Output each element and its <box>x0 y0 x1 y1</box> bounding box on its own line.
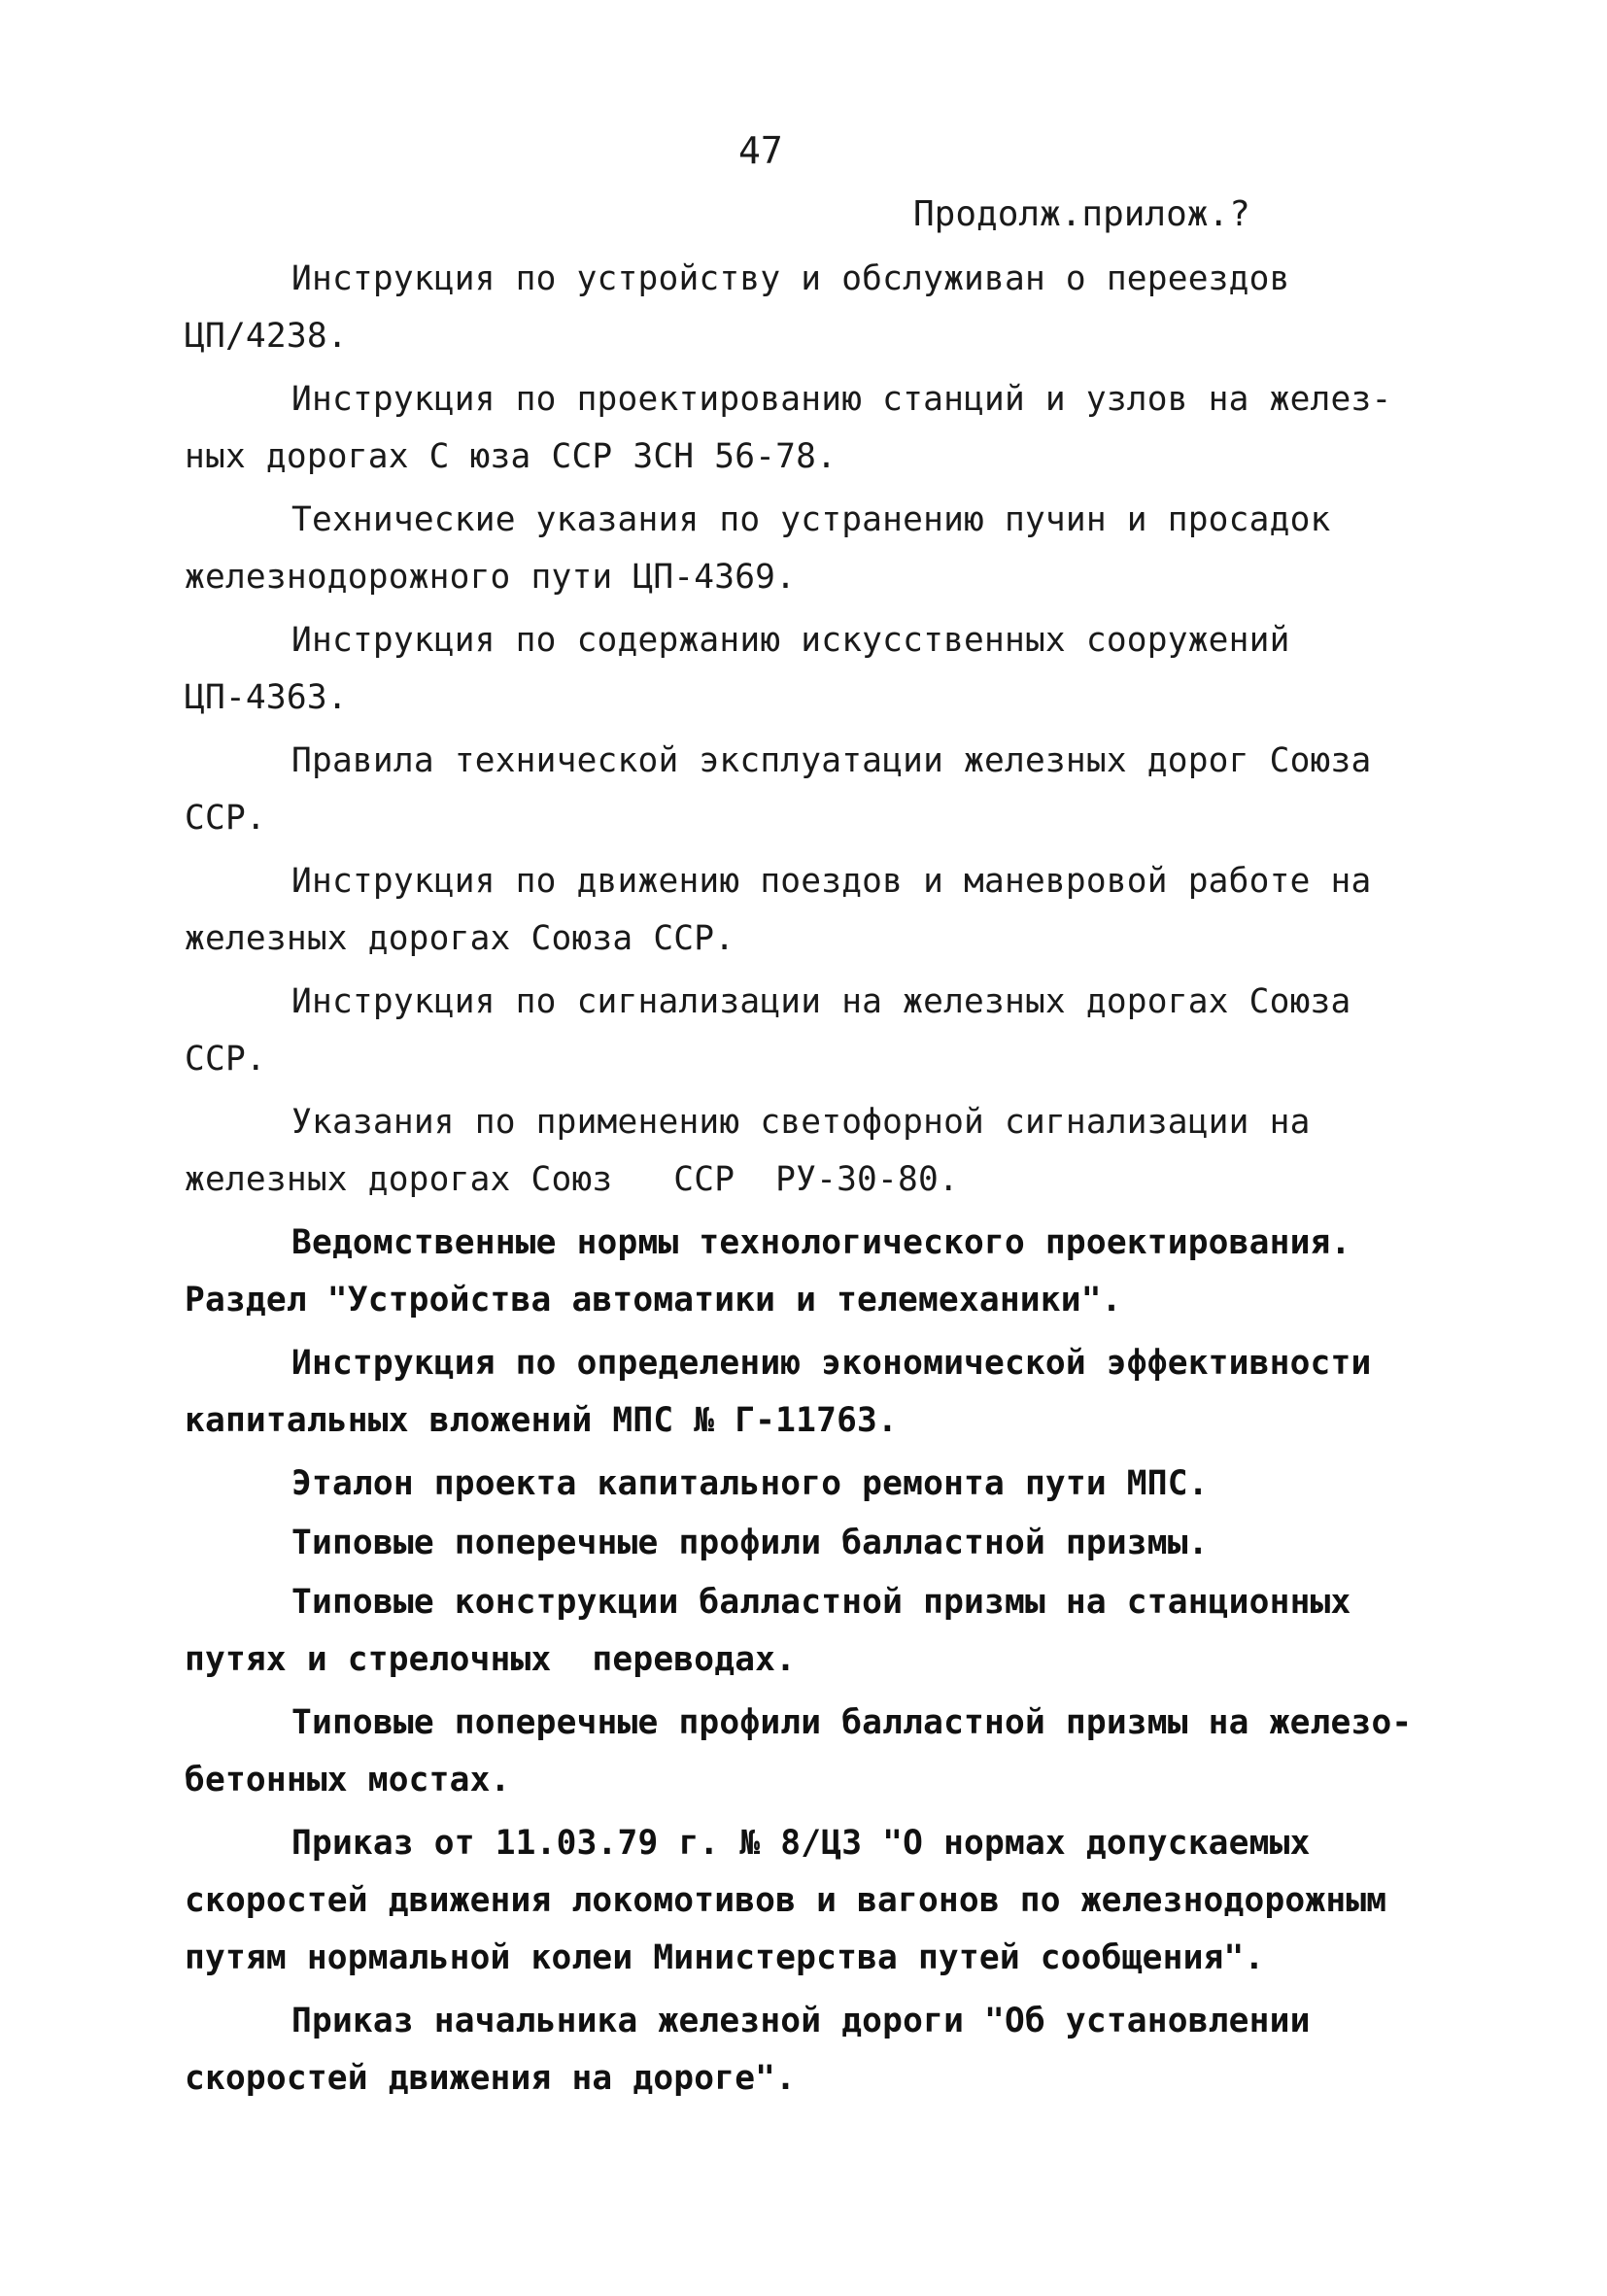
list-item: Приказ начальника железной дороги "Об установлении скоростей движения на дороге". <box>185 2002 1311 2098</box>
list-item: Правила технической эксплуатации железных дорог Союза ССР. <box>185 741 1372 838</box>
list-item: Технические указания по устранению пучин и просадок железнодорожного пути ЦП-4369. <box>185 500 1331 597</box>
list-item: Типовые конструкции балластной призмы на станционных путях и стрелочных переводах. <box>185 1583 1351 1679</box>
list-item: Эталон проекта капитального ремонта пути МПС. <box>291 1464 1209 1503</box>
list-item: Инструкция по содержанию искусственных сооружений ЦП-4363. <box>185 621 1290 717</box>
list-item: Типовые поперечные профили балластной призмы. <box>291 1524 1209 1562</box>
list-item: Ведомственные нормы технологического проектирования. Раздел "Устройства автоматики и телемеханики". <box>185 1223 1351 1319</box>
list-item: Инструкция по сигнализации на железных дорогах Союза ССР. <box>185 982 1351 1079</box>
list-item: Инструкция по устройству и обслуживан о переездов ЦП/4238. <box>185 259 1290 356</box>
appendix-continuation-label: Продолж.прилож.? <box>913 194 1250 234</box>
list-item: Типовые поперечные профили балластной призмы на железо- бетонных мостах. <box>185 1703 1413 1799</box>
list-item: Инструкция по проектированию станций и узлов на желез- ных дорогах С юза ССР ЗСН 56-78. <box>185 380 1392 476</box>
list-item: Приказ от 11.03.79 г. № 8/ЦЗ "О нормах допускаемых скоростей движения локомотивов и вагонов по железнодорожным путям нормальной колеи Министерства путей сообщения". <box>185 1824 1387 1977</box>
list-item: Инструкция по определению экономической эффективности капитальных вложений МПС № Г-11763. <box>185 1344 1372 1440</box>
list-item: Указания по применению светофорной сигнализации на железных дорогах Союз ССР РУ-30-80. <box>185 1103 1311 1199</box>
list-item: Инструкция по движению поездов и маневровой работе на железных дорогах Союза ССР. <box>185 862 1372 958</box>
reference-list <box>185 251 1467 2113</box>
page-number: 47 <box>738 129 783 172</box>
